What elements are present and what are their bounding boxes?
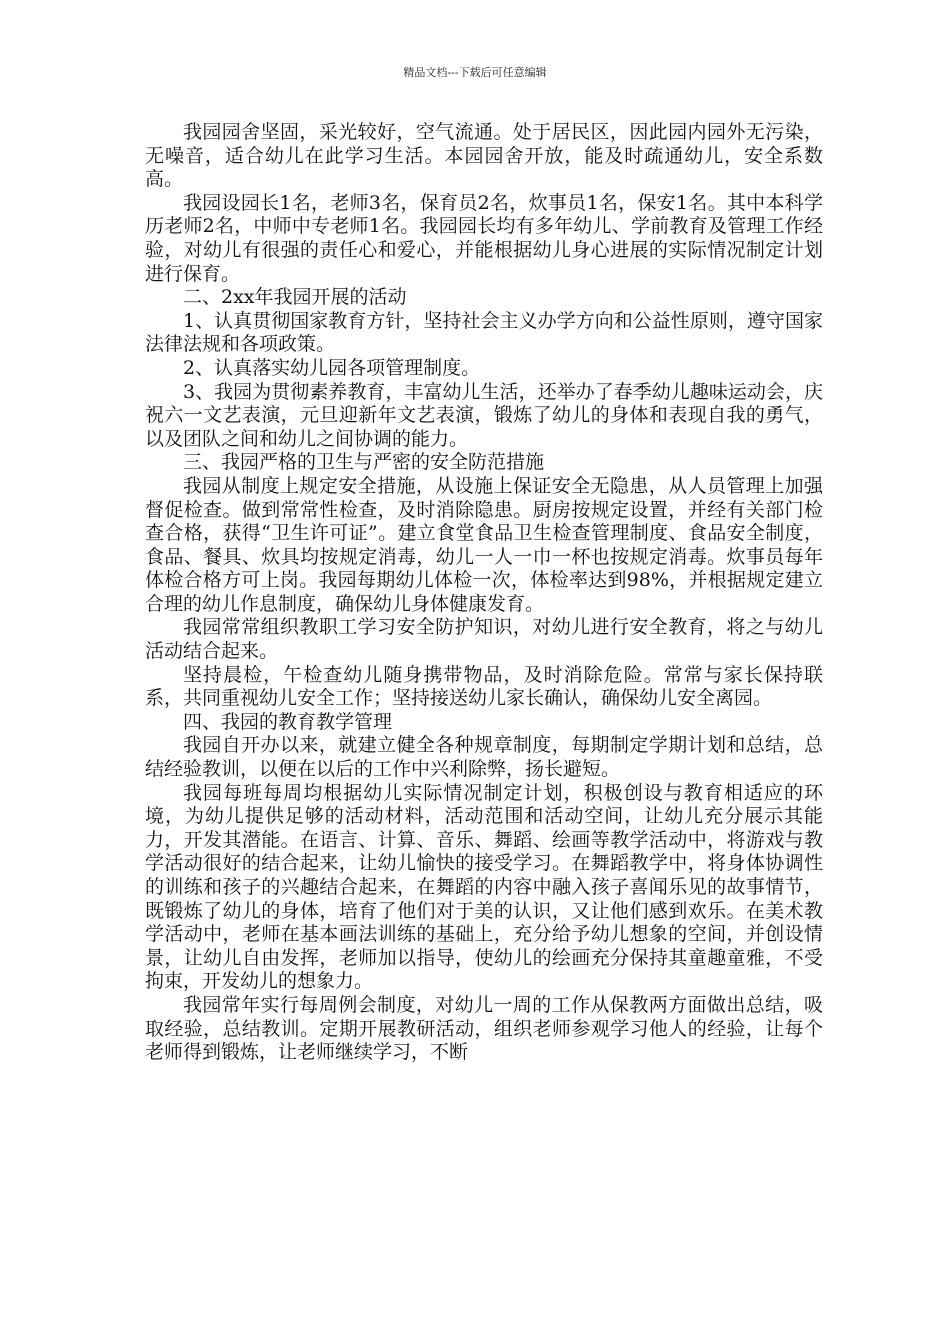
paragraph-safety-education: 我园常常组织教职工学习安全防护知识，对幼儿进行安全教育，将之与幼儿活动结合起来。	[145, 616, 823, 663]
section-heading-activities: 二、2xx年我园开展的活动	[183, 286, 407, 309]
paragraph-activity-2: 2、认真落实幼儿园各项管理制度。	[183, 356, 481, 379]
document-body	[145, 121, 823, 1065]
paragraph-rules: 我园自开办以来，就建立健全各种规章制度，每期制定学期计划和总结，总结经验教训，以便在以后的工作中兴利除弊，扬长避短。	[145, 734, 823, 781]
paragraph-facilities: 我园园舍坚固，采光较好，空气流通。处于居民区，因此园内园外无污染，无噪音，适合幼儿在此学习生活。本园园舍开放，能及时疏通幼儿，安全系数高。	[145, 121, 823, 191]
page-header: 精品文档---下载后可任意编辑	[403, 66, 547, 79]
paragraph-safety-measures: 我园从制度上规定安全措施，从设施上保证安全无隐患，从人员管理上加强督促检查。做到常常性检查，及时消除隐患。厨房按规定设置，并经有关部门检查合格，获得“卫生许可证”。建立食堂食品卫生检查管理制度、食品安全制度，食品、餐具、炊具均按规定消毒，幼儿一人一巾一杯也按规定消毒。炊事员每年体检合格方可上岗。我园每期幼儿体检一次，体检率达到98%，并根据规定建立合理的幼儿作息制度，确保幼儿身体健康发育。	[145, 474, 823, 615]
paragraph-weekly-plans: 我园每班每周均根据幼儿实际情况制定计划，积极创设与教育相适应的环境，为幼儿提供足够的活动材料，活动范围和活动空间，让幼儿充分展示其能力，开发其潜能。在语言、计算、音乐、舞蹈、绘画等教学活动中，将游戏与教学活动很好的结合起来，让幼儿愉快的接受学习。在舞蹈教学中，将身体协调性的训练和孩子的兴趣结合起来，在舞蹈的内容中融入孩子喜闻乐见的故事情节，既锻炼了幼儿的身体，培育了他们对于美的认识，又让他们感到欢乐。在美术教学活动中，老师在基本画法训练的基础上，充分给予幼儿想象的空间，并创设情景，让幼儿自由发挥，老师加以指导，使幼儿的绘画充分保持其童趣童雅，不受拘束，开发幼儿的想象力。	[145, 781, 823, 993]
paragraph-activity-3: 3、我园为贯彻素养教育，丰富幼儿生活，还举办了春季幼儿趣味运动会，庆祝六一文艺表演，元旦迎新年文艺表演，锻炼了幼儿的身体和表现自我的勇气，以及团队之间和幼儿之间协调的能力。	[145, 380, 823, 450]
paragraph-weekly-meetings: 我园常年实行每周例会制度，对幼儿一周的工作从保教两方面做出总结，吸取经验，总结教训。定期开展教研活动，组织老师参观学习他人的经验，让每个老师得到锻炼，让老师继续学习，不断	[145, 993, 823, 1064]
paragraph-activity-1: 1、认真贯彻国家教育方针，坚持社会主义办学方向和公益性原则，遵守国家法律法规和各项政策。	[145, 309, 823, 356]
paragraph-morning-check: 坚持晨检，午检查幼儿随身携带物品，及时消除危险。常常与家长保持联系，共同重视幼儿安全工作；坚持接送幼儿家长确认，确保幼儿安全离园。	[145, 663, 823, 710]
section-heading-safety: 三、我园严格的卫生与严密的安全防范措施	[183, 451, 545, 474]
section-heading-teaching: 四、我园的教育教学管理	[183, 710, 393, 733]
paragraph-staff: 我园设园长1名，老师3名，保育员2名，炊事员1名，保安1名。其中本科学历老师2名，中师中专老师1名。我园园长均有多年幼儿、学前教育及管理工作经验，对幼儿有很强的责任心和爱心，并能根据幼儿身心进展的实际情况制定计划进行保育。	[145, 191, 823, 285]
